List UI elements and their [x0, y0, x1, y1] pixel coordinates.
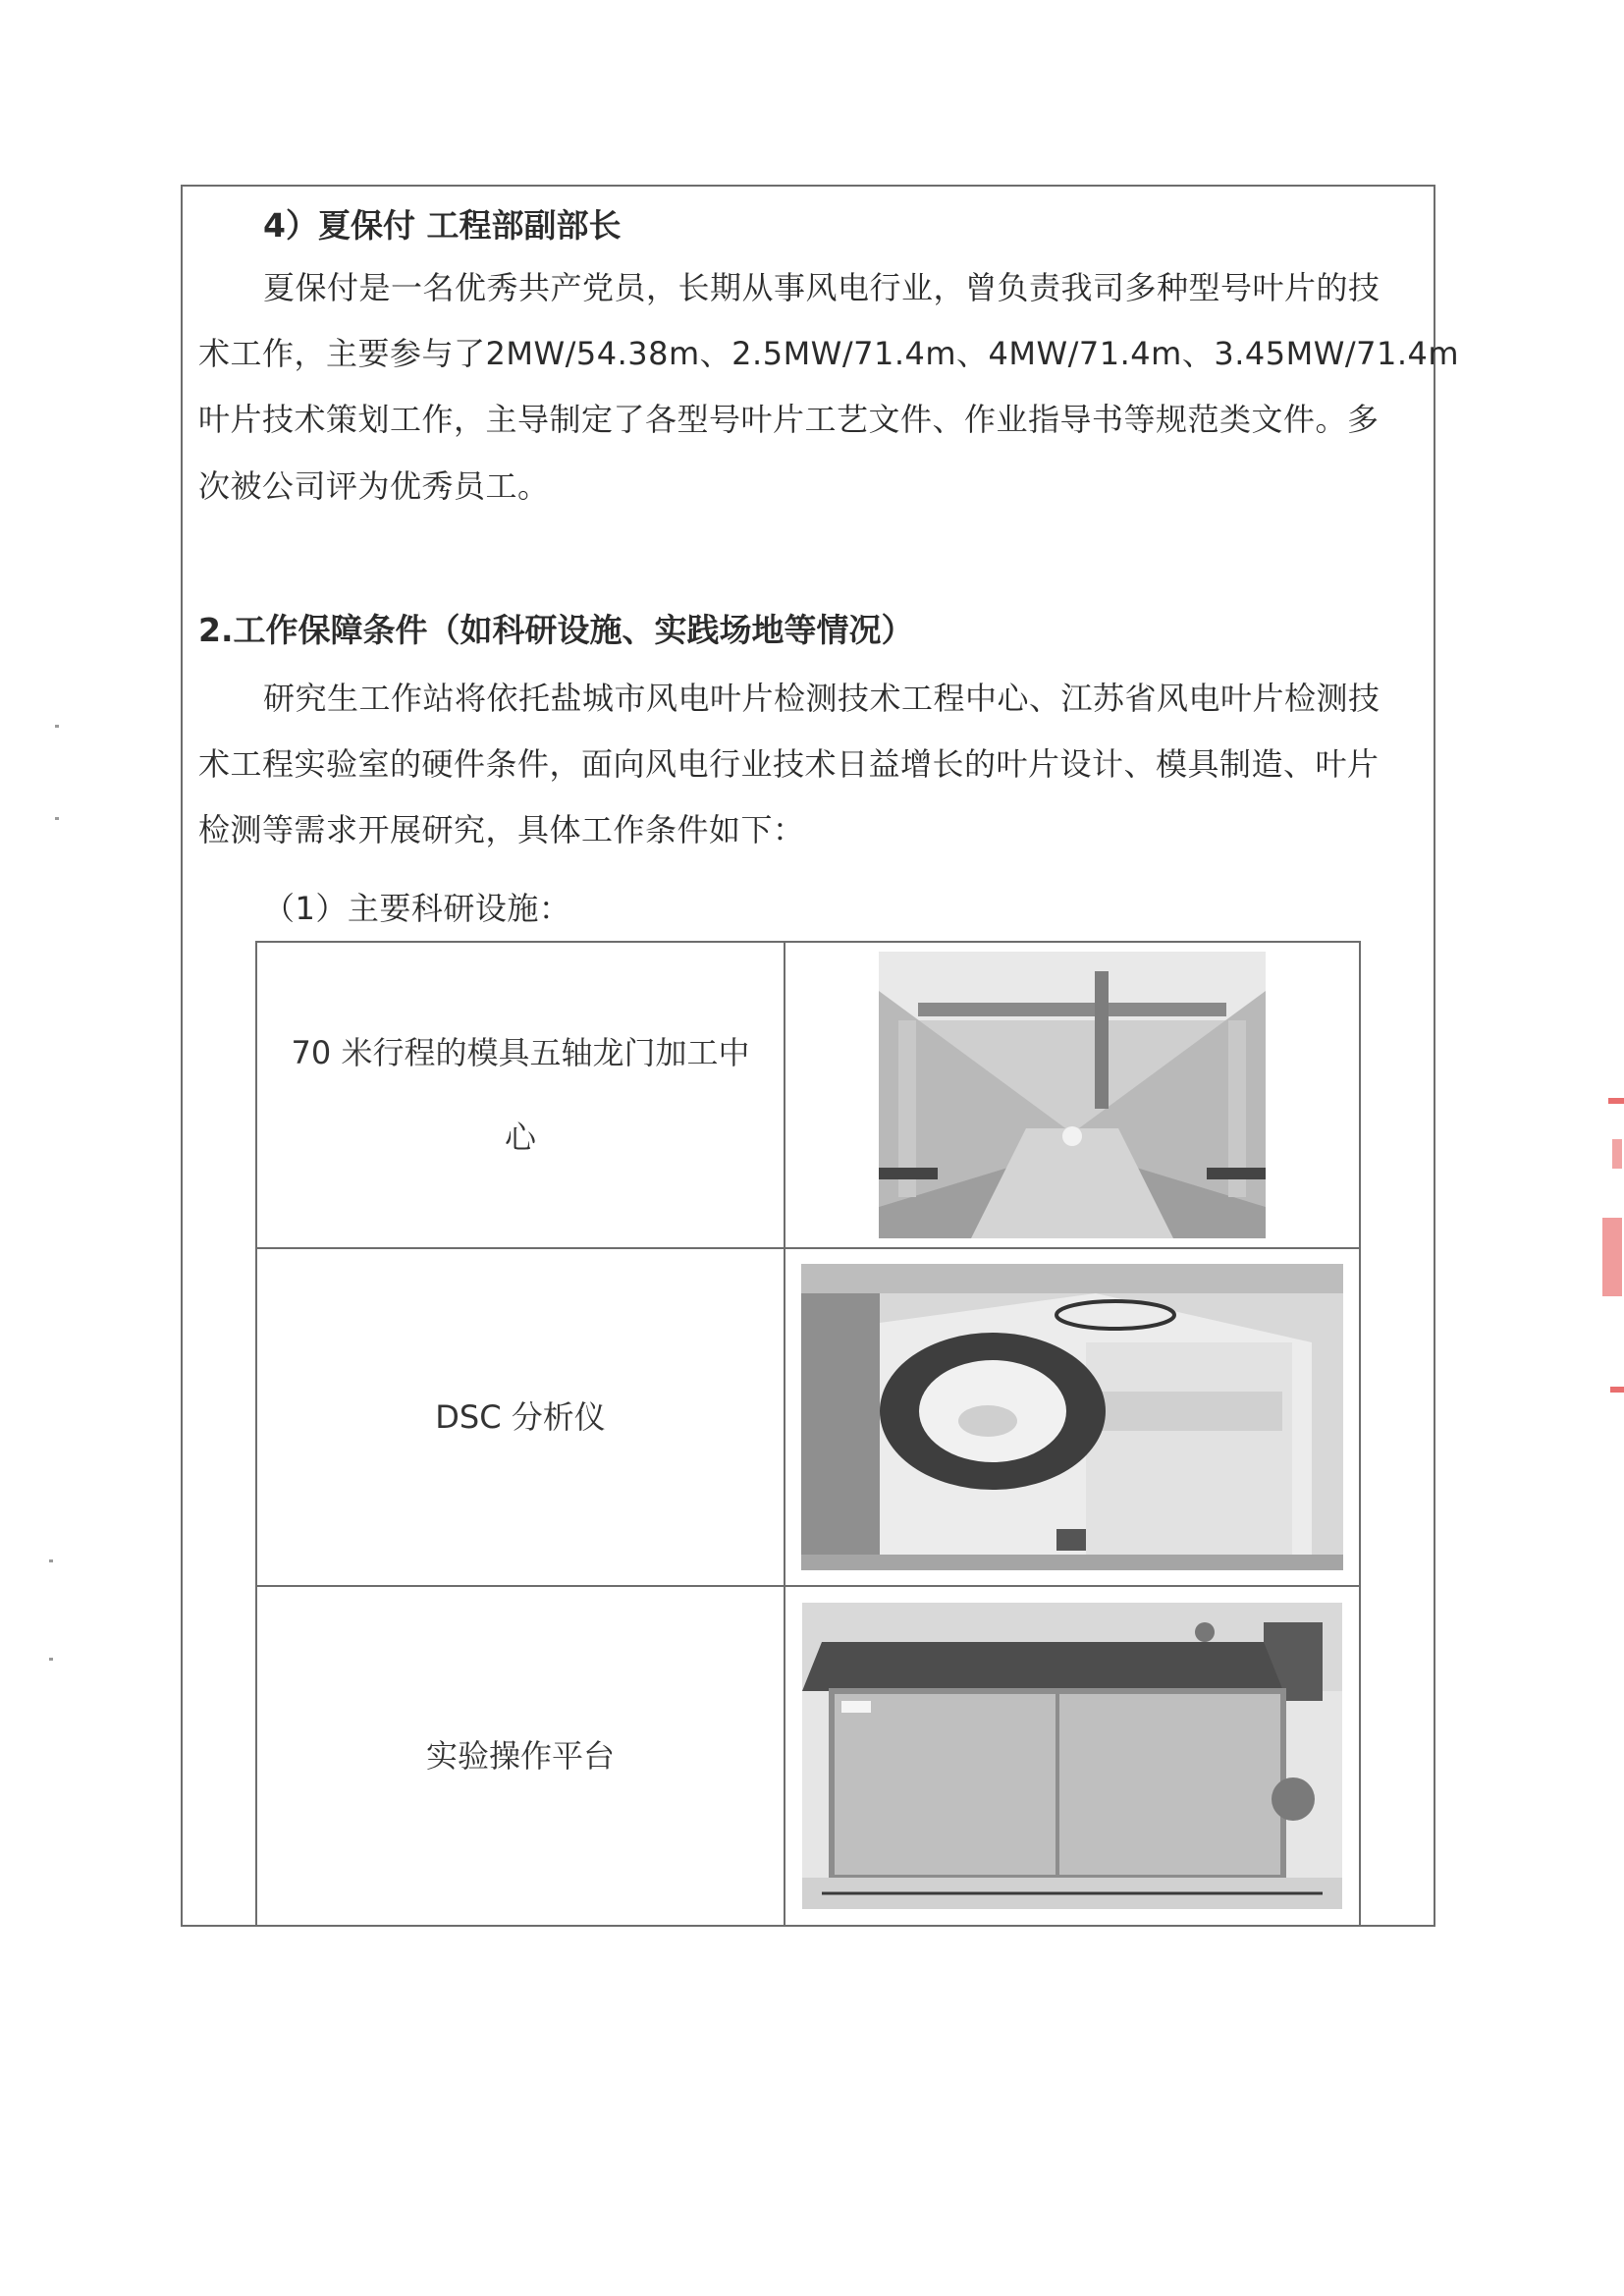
experiment-platform-photo: [802, 1603, 1342, 1909]
facility-photo-cell: [785, 1248, 1360, 1586]
facilities-subheading: （1）主要科研设施：: [263, 890, 571, 927]
scan-speck: [49, 1658, 53, 1661]
facility-name-cell: [256, 1586, 785, 1926]
person-paragraph-line: 次被公司评为优秀员工。: [198, 467, 550, 505]
facility-photo-cell: [785, 942, 1360, 1248]
facility-name: 实验操作平台: [425, 1737, 615, 1775]
person-paragraph-line: 夏保付是一名优秀共产党员，长期从事风电行业，曾负责我司多种型号叶片的技: [263, 269, 1380, 306]
scan-speck: [55, 725, 59, 728]
facilities-table: [255, 941, 1361, 1927]
seal-fragment: [1612, 1139, 1622, 1169]
scan-speck: [49, 1559, 53, 1562]
conditions-paragraph-line: 研究生工作站将依托盐城市风电叶片检测技术工程中心、江苏省风电叶片检测技: [263, 680, 1380, 717]
scan-speck: [55, 817, 59, 820]
conditions-heading: 2.工作保障条件（如科研设施、实践场地等情况）: [198, 611, 914, 649]
seal-fragment: [1602, 1218, 1622, 1296]
table-row: [256, 942, 1360, 1248]
facility-name: 70 米行程的模具五轴龙门加工中: [291, 1034, 750, 1071]
facility-name-cell: [256, 1248, 785, 1586]
person-heading: 4）夏保付 工程部副部长: [263, 206, 622, 245]
person-paragraph-line: 术工作，主要参与了2MW/54.38m、2.5MW/71.4m、4MW/71.4m、3.45MW/71.4m: [198, 335, 1460, 372]
gantry-machining-center-photo: [879, 952, 1266, 1238]
seal-fragment: [1610, 1387, 1624, 1393]
dsc-analyzer-photo: [801, 1264, 1343, 1570]
person-paragraph-line: 叶片技术策划工作，主导制定了各型号叶片工艺文件、作业指导书等规范类文件。多: [198, 401, 1380, 438]
conditions-paragraph-line: 术工程实验室的硬件条件，面向风电行业技术日益增长的叶片设计、模具制造、叶片: [198, 745, 1380, 783]
facility-name-cell: [256, 942, 785, 1248]
table-row: [256, 1586, 1360, 1926]
facility-name: 心: [504, 1119, 536, 1156]
seal-fragment: [1608, 1098, 1624, 1104]
facility-photo-cell: [785, 1586, 1360, 1926]
conditions-paragraph-line: 检测等需求开展研究，具体工作条件如下：: [198, 811, 805, 848]
table-row: [256, 1248, 1360, 1586]
facility-name: DSC 分析仪: [435, 1398, 606, 1436]
